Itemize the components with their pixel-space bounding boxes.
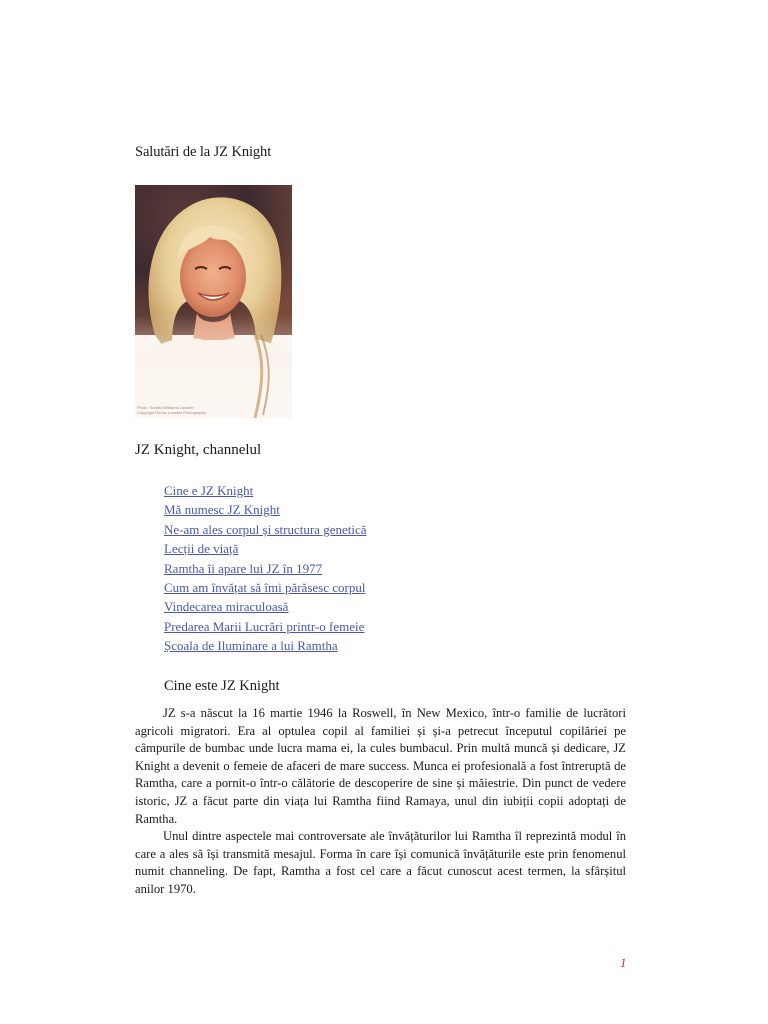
greeting-heading: Salutări de la JZ Knight [135,144,272,160]
toc-item [164,597,367,616]
toc-link-ma-numesc[interactable]: Mă numesc JZ Knight [164,502,280,518]
toc-link-ramtha-1977[interactable]: Ramtha îi apare lui JZ în 1977 [164,560,323,576]
toc-link-lectii-de-viata[interactable]: Lecții de viață [164,541,239,557]
page-number: 1 [620,955,627,970]
toc-link-parasesc-corpul[interactable]: Cum am învățat să îmi părăsesc corpul [164,579,366,595]
toc-item [164,636,367,655]
section-title: JZ Knight, channelul [135,442,262,458]
toc-link-cine-e-jz-knight[interactable]: Cine e JZ Knight [164,483,254,498]
toc-item [164,520,367,539]
paragraph: Unul dintre aspectele mai controversate ale învățăturilor lui Ramtha îl reprezintă modul în care a ales să își transmită mesajul. Forma în care își comunică învățăturile este prin fenomenul numit channeling. De fapt, Ramtha a fost cel care a făcut cunoscut acest termen, la sfârșitul anilor 1970. [135,829,626,896]
toc-link-corpul-structura[interactable]: Ne-am ales corpul și structura genetică [164,521,367,537]
toc-item [164,559,367,578]
photo-credit [137,405,206,415]
toc-link-vindecarea[interactable]: Vindecarea miraculoasă [164,599,289,615]
photo-credit-line: Photo: Sandra Williams Lassiter [137,405,194,410]
toc-item [164,617,367,636]
body-text [135,705,626,899]
toc-item [164,481,367,500]
toc-link-scoala-iluminare[interactable]: Școala de Iluminare a lui Ramtha [164,638,338,654]
toc-item [164,578,367,597]
toc-item [164,539,367,558]
portrait-photo [135,185,292,418]
toc-link-marii-lucrari[interactable]: Predarea Marii Lucrări printr-o femeie [164,618,365,634]
toc-item [164,500,367,519]
photo-credit-line: Copyright Renee Lassiter Photography [137,410,206,415]
subsection-title: Cine este JZ Knight [164,678,280,694]
portrait-image [135,185,292,418]
paragraph: JZ s-a născut la 16 martie 1946 la Roswell, în New Mexico, într-o familie de lucrători agricoli migratori. Era al optulea copil al familiei și și-a petrecut începutul copilăriei pe câmpurile de bumbac unde lucra mama ei, la cules bumbacul. Prin multă muncă și dedicare, JZ Knight a devenit o femeie de afaceri de mare success. Munca ei profesională a fost întreruptă de Ramtha, care a pornit-o într-o călătorie de descoperire de sine și măiestrie. Din punct de vedere istoric, JZ a făcut parte din viața lui Ramtha fiind Ramaya, unul din iubiții copii adoptați de Ramtha. [135,706,626,826]
table-of-contents [164,481,367,656]
